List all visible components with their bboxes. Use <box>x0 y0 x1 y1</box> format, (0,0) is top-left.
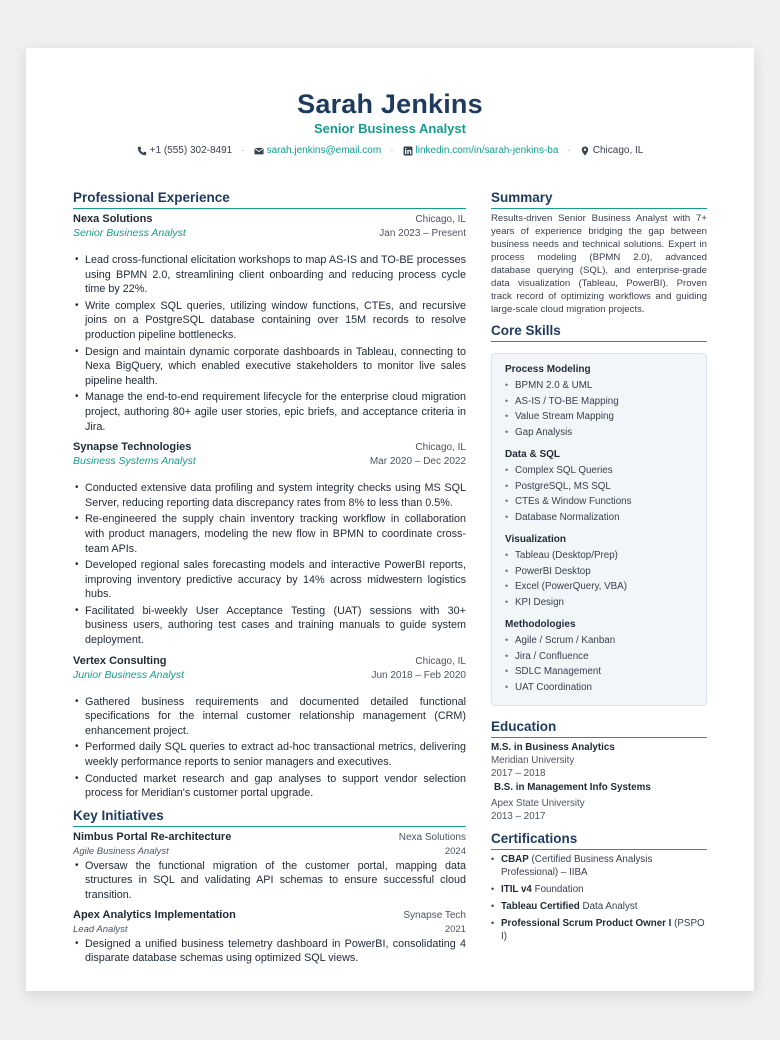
resume-page <box>26 48 754 991</box>
initiative-role: Agile Business Analyst <box>73 845 169 857</box>
skill-item: • CTEs & Window Functions <box>505 494 693 510</box>
initiative-entry <box>73 830 466 903</box>
certification-detail: Data Analyst <box>579 901 638 912</box>
contact-phone[interactable] <box>137 145 233 156</box>
certification-detail: Foundation <box>531 884 584 895</box>
contact-bar <box>26 145 754 156</box>
initiative-bullet: • Oversaw the functional migration of the customer portal, mapping data structures in SQL and validating API schemas to ensure successful cloud transition. <box>73 859 466 903</box>
certifications-list <box>491 853 707 943</box>
contact-location <box>580 145 644 156</box>
contact-separator: · <box>241 145 245 156</box>
skill-group <box>505 533 693 610</box>
job-bullet: • Facilitated bi-weekly User Acceptance Testing (UAT) sessions with 30+ business users, authoring test cases and training manuals to guide system deployment. <box>73 604 466 648</box>
job-location: Chicago, IL <box>415 442 466 454</box>
job-location: Chicago, IL <box>415 214 466 225</box>
skill-item: • KPI Design <box>505 595 693 611</box>
envelope-icon <box>254 146 264 156</box>
job-company: Synapse Technologies <box>73 441 192 454</box>
resume-header <box>26 88 754 156</box>
education-school: Apex State University <box>491 798 585 809</box>
job-bullet: • Lead cross-functional elicitation workshops to map AS-IS and TO-BE processes using BPMN 2.0, streamlining client onboarding and reducing process cycle time by 22%. <box>73 253 466 297</box>
summary-heading: Summary <box>491 189 707 209</box>
skills-box <box>491 353 707 706</box>
initiative-role: Lead Analyst <box>73 923 128 935</box>
map-pin-icon <box>580 146 590 156</box>
job-role: Junior Business Analyst <box>73 668 185 681</box>
job-role: Business Systems Analyst <box>73 455 196 468</box>
location-text: Chicago, IL <box>592 145 644 156</box>
job-bullet: • Manage the end-to-end requirement lifecycle for the enterprise cloud migration project, authoring 80+ agile user stories, epic briefs, and acceptance criteria in Jira. <box>73 390 466 434</box>
skill-item: • BPMN 2.0 & UML <box>505 378 693 394</box>
initiatives-heading: Key Initiatives <box>73 807 466 827</box>
certification-name: Tableau Certified <box>501 901 580 912</box>
initiative-entry <box>73 908 466 966</box>
left-column <box>73 189 466 971</box>
job-dates: Mar 2020 – Dec 2022 <box>369 456 466 468</box>
job-dates: Jun 2018 – Feb 2020 <box>371 669 466 681</box>
job-bullet: • Re-engineered the supply chain inventory tracking workflow in collaboration with product managers, modeling the new flow in BPMN to coordinate cross-team APIs. <box>73 512 466 556</box>
initiative-bullet: • Designed a unified business telemetry dashboard in PowerBI, consolidating 4 disparate database schemas using optimized SQL views. <box>73 937 466 966</box>
job-entry <box>73 440 466 648</box>
skill-item: • Database Normalization <box>505 510 693 526</box>
candidate-name: Sarah Jenkins <box>297 89 483 119</box>
contact-email[interactable] <box>254 145 382 156</box>
certifications-heading: Certifications <box>491 830 707 850</box>
education-degree: B.S. in Management Info Systems <box>494 782 651 793</box>
skill-group <box>505 363 693 440</box>
email-link[interactable]: sarah.jenkins@email.com <box>266 145 382 156</box>
skill-category: Methodologies <box>505 619 576 630</box>
job-entry <box>73 654 466 801</box>
skill-item: • Complex SQL Queries <box>505 463 693 479</box>
summary-text: Results-driven Senior Business Analyst with 7+ years of experience bridging the gap between business needs and technical solutions. Expert in process modeling (BPMN 2.0), advanced database querying (SQL), and enterprise-grade data visualization (Tableau, PowerBI). Proven track record of optimizing workflows and guiding large-scale cloud migration projects. <box>491 213 707 315</box>
skill-category: Data & SQL <box>505 449 561 460</box>
experience-heading: Professional Experience <box>73 189 466 209</box>
job-bullets <box>73 481 466 648</box>
skill-item: • Jira / Confluence <box>505 649 693 665</box>
certification-name: ITIL v4 <box>501 884 532 895</box>
linkedin-link[interactable]: linkedin.com/in/sarah-jenkins-ba <box>415 145 559 156</box>
skill-category: Visualization <box>505 534 566 545</box>
linkedin-icon <box>403 146 413 156</box>
job-dates: Jan 2023 – Present <box>379 228 466 239</box>
contact-separator: · <box>390 145 394 156</box>
job-bullet: • Gathered business requirements and documented detailed functional specifications for the internal customer relationship management (CRM) enhancement project. <box>73 695 466 739</box>
education-entry <box>491 741 707 780</box>
skill-group <box>505 618 693 695</box>
certification-detail: (Certified Business Analysis Professional) – IIBA <box>501 854 653 878</box>
job-bullet: • Conducted market research and gap analyses to support vendor selection process for Meridian's customer portal upgrade. <box>73 772 466 801</box>
education-years: 2017 – 2018 <box>491 768 546 779</box>
job-entry <box>73 212 466 434</box>
education-heading: Education <box>491 718 707 738</box>
job-company: Vertex Consulting <box>73 654 167 667</box>
phone-text: +1 (555) 302-8491 <box>149 145 233 156</box>
skill-item: • AS-IS / TO-BE Mapping <box>505 394 693 410</box>
initiative-bullets <box>73 859 466 903</box>
job-bullet: • Performed daily SQL queries to extract ad-hoc transactional metrics, delivering weekly performance reports to senior managers and executives. <box>73 740 466 769</box>
certification-item <box>491 883 707 896</box>
skill-category: Process Modeling <box>505 364 591 375</box>
skill-group <box>505 448 693 525</box>
candidate-title: Senior Business Analyst <box>314 121 466 136</box>
skills-heading: Core Skills <box>491 322 707 342</box>
certification-detail: (PSPO I) <box>501 918 705 942</box>
contact-separator: · <box>567 145 571 156</box>
skill-item: • Tableau (Desktop/Prep) <box>505 548 693 564</box>
job-role: Senior Business Analyst <box>73 227 186 239</box>
right-column <box>491 189 707 947</box>
job-location: Chicago, IL <box>415 655 466 667</box>
skill-item: • PowerBI Desktop <box>505 564 693 580</box>
initiative-bullets <box>73 937 466 966</box>
skill-item: • Agile / Scrum / Kanban <box>505 633 693 649</box>
job-bullet: • Write complex SQL queries, utilizing window functions, CTEs, and recursive joins on a PostgreSQL database containing over 15M records to resolve production pipeline bottlenecks. <box>73 299 466 343</box>
education-entry <box>491 781 707 823</box>
education-years: 2013 – 2017 <box>491 811 546 822</box>
skill-item: • Gap Analysis <box>505 425 693 441</box>
education-school: Meridian University <box>491 755 575 766</box>
job-bullet: • Conducted extensive data profiling and system integrity checks using MS SQL Server, reducing reporting data discrepancy rates from 8% to less than 0.5%. <box>73 481 466 510</box>
skill-item: • PostgreSQL, MS SQL <box>505 479 693 495</box>
initiative-org: Synapse Tech <box>403 909 466 921</box>
contact-linkedin[interactable] <box>403 145 559 156</box>
initiative-year: 2024 <box>444 845 466 857</box>
job-bullets <box>73 695 466 801</box>
certification-name: Professional Scrum Product Owner I <box>501 918 672 929</box>
initiative-name: Nimbus Portal Re-architecture <box>73 830 232 843</box>
phone-icon <box>137 146 147 156</box>
initiative-org: Nexa Solutions <box>398 831 466 843</box>
certification-item <box>491 853 707 879</box>
skill-item: • Excel (PowerQuery, VBA) <box>505 579 693 595</box>
initiative-name: Apex Analytics Implementation <box>73 908 236 921</box>
skill-item: • UAT Coordination <box>505 680 693 696</box>
certification-name: CBAP <box>501 854 529 865</box>
education-degree: M.S. in Business Analytics <box>491 742 615 753</box>
certification-item <box>491 917 707 943</box>
initiative-year: 2021 <box>444 923 466 935</box>
skill-item: • SDLC Management <box>505 664 693 680</box>
job-bullet: • Design and maintain dynamic corporate dashboards in Tableau, connecting to Nexa BigQuery, which enabled executive stakeholders to monitor live sales pipeline health. <box>73 345 466 389</box>
certification-item <box>491 900 707 913</box>
job-company: Nexa Solutions <box>73 213 153 225</box>
job-bullets <box>73 253 466 434</box>
skill-item: • Value Stream Mapping <box>505 409 693 425</box>
job-bullet: • Developed regional sales forecasting models and interactive PowerBI reports, improving inventory predictive accuracy by 14% across midwestern logistics hubs. <box>73 558 466 602</box>
